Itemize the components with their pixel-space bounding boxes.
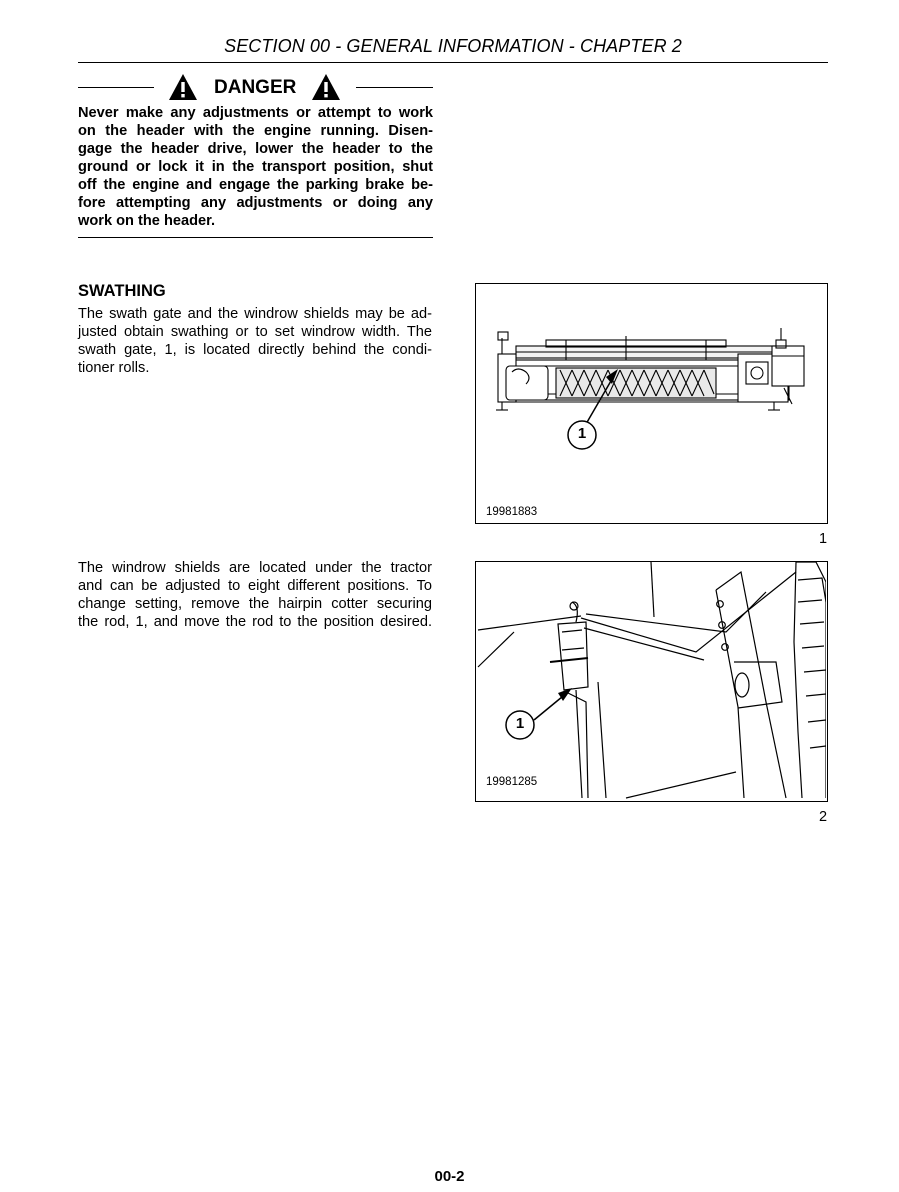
header-rule (78, 62, 828, 63)
figure-number: 1 (819, 531, 828, 547)
figure-number: 2 (819, 809, 828, 825)
danger-line: Never make any adjustments or attempt to work (78, 105, 433, 121)
callout-label: 1 (577, 425, 587, 442)
windrow-shield-illustration (476, 562, 826, 800)
danger-right-line (356, 87, 433, 88)
text-line: The windrow shields are located under the tractor (78, 560, 432, 576)
danger-line: gage the header drive, lower the header to the (78, 141, 433, 157)
page-number: 00-2 (434, 1168, 465, 1185)
danger-line: off the engine and engage the parking brake be- (78, 177, 433, 193)
swathing-paragraph-2 (78, 559, 432, 631)
text-line: the rod, 1, and move the rod to the position desired. (78, 614, 432, 630)
header-machine-illustration (476, 284, 826, 522)
figure-code: 19981883 (486, 506, 538, 518)
text-line: swath gate, 1, is located directly behind the condi- (78, 342, 432, 358)
danger-bottom-rule (78, 237, 433, 238)
section-heading: SWATHING (78, 282, 166, 300)
warning-triangle-icon (168, 73, 198, 101)
danger-line: on the header with the engine running. Disen- (78, 123, 433, 139)
figure-2-frame (475, 561, 828, 802)
danger-line: ground or lock it in the transport position, shut (78, 159, 433, 175)
figure-1-frame (475, 283, 828, 524)
figure-code: 19981285 (486, 776, 538, 788)
danger-message (78, 104, 433, 230)
text-line: justed obtain swathing or to set windrow width. The (78, 324, 432, 340)
text-line: tioner rolls. (78, 360, 150, 376)
warning-triangle-icon (311, 73, 341, 101)
text-line: The swath gate and the windrow shields may be ad- (78, 306, 432, 322)
danger-left-line (78, 87, 154, 88)
callout-label: 1 (515, 715, 525, 732)
danger-line: work on the header. (78, 213, 216, 229)
danger-label: DANGER (214, 77, 297, 98)
text-line: change setting, remove the hairpin cotter securing (78, 596, 432, 612)
text-line: and can be adjusted to eight different positions. To (78, 578, 432, 594)
section-header-title: SECTION 00 - GENERAL INFORMATION - CHAPTER 2 (224, 36, 682, 56)
swathing-paragraph-1 (78, 305, 432, 377)
danger-title-row (78, 72, 433, 104)
danger-line: fore attempting any adjustments or doing any (78, 195, 433, 211)
